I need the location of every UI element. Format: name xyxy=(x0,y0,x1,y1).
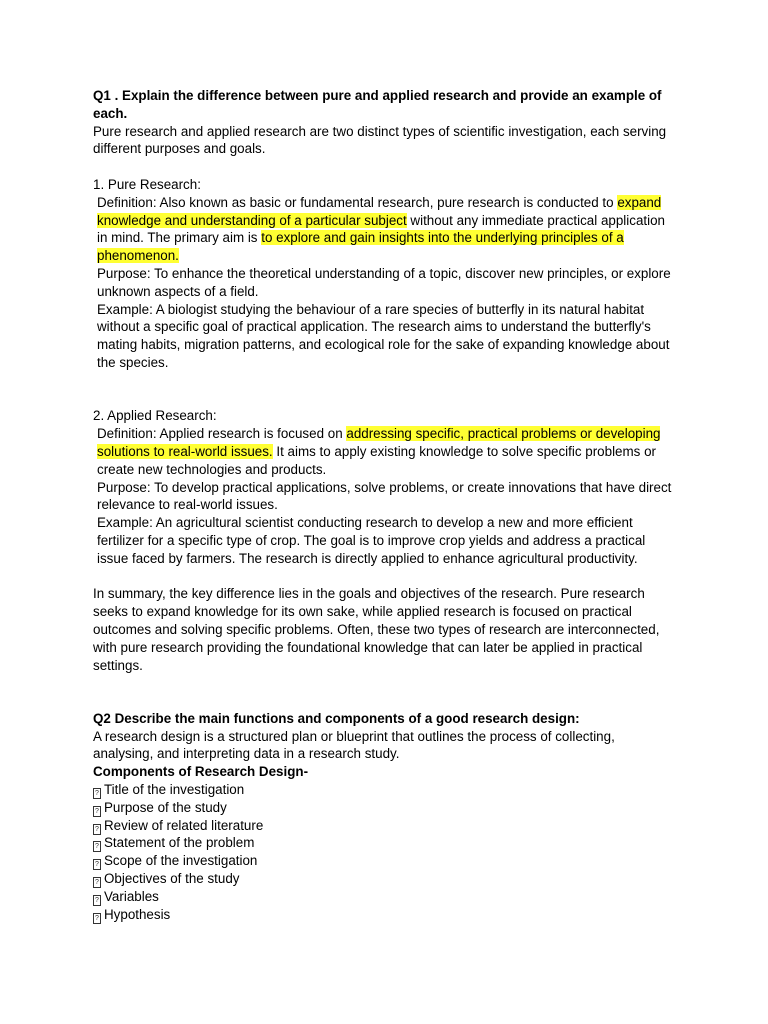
list-item xyxy=(93,834,678,852)
document-page xyxy=(93,87,678,923)
list-item-label: Scope of the investigation xyxy=(104,853,258,869)
list-item xyxy=(93,817,678,835)
list-item xyxy=(93,799,678,817)
list-item xyxy=(93,870,678,888)
list-item-label: Purpose of the study xyxy=(104,799,227,815)
spacer xyxy=(93,568,678,586)
missing-glyph-icon: ? xyxy=(93,895,101,906)
missing-glyph-icon: ? xyxy=(93,806,101,817)
applied-def-lead: Definition: Applied research is focused on xyxy=(97,426,343,442)
missing-glyph-icon: ? xyxy=(93,841,101,852)
missing-glyph-icon: ? xyxy=(93,859,101,870)
list-item-label: Title of the investigation xyxy=(104,782,245,798)
pure-research-purpose: Purpose: To enhance the theoretical understanding of a topic, discover new principles, or explore unknown aspects of a field. xyxy=(97,265,671,299)
applied-def-tail: It aims to apply existing knowledge to solve specific problems or create new technologies and products. xyxy=(97,443,656,477)
applied-research-purpose: Purpose: To develop practical applications, solve problems, or create innovations that have direct relevance to real-world issues. xyxy=(97,479,672,513)
spacer xyxy=(93,372,678,408)
list-item-label: Objectives of the study xyxy=(104,871,240,887)
components-list xyxy=(93,781,678,923)
pure-research-definition xyxy=(93,194,678,265)
q2-intro: A research design is a structured plan or blueprint that outlines the process of collecting, analysing, and interpreting data in a research study. xyxy=(93,728,615,762)
list-item xyxy=(93,888,678,906)
list-item xyxy=(93,852,678,870)
pure-research-example: Example: A biologist studying the behaviour of a rare species of butterfly in its natural habitat without a specific goal of practical application. The research aims to understand the butterfly's mating habits, migration patterns, and ecological role for the sake of expanding knowledge about the species. xyxy=(97,301,670,370)
components-heading: Components of Research Design- xyxy=(93,764,309,780)
pure-research-heading: 1. Pure Research: xyxy=(93,176,201,192)
pure-def-highlight-2: to explore and gain insights into the underlying principles of a phenomenon. xyxy=(97,230,624,264)
list-item-label: Statement of the problem xyxy=(104,835,255,851)
pure-def-lead: Definition: Also known as basic or fundamental research, pure research is conducted to xyxy=(97,194,614,210)
list-item xyxy=(93,906,678,924)
pure-def-highlight-1: expand knowledge and understanding of a particular subject xyxy=(97,194,662,228)
missing-glyph-icon: ? xyxy=(93,877,101,888)
missing-glyph-icon: ? xyxy=(93,788,101,799)
applied-def-highlight: addressing specific, practical problems or developing solutions to real-world issues. xyxy=(97,426,661,459)
missing-glyph-icon: ? xyxy=(93,824,101,835)
spacer xyxy=(93,158,678,176)
list-item-label: Hypothesis xyxy=(104,906,171,922)
q1-question: Q1 . Explain the difference between pure and applied research and provide an example of each. xyxy=(93,88,662,121)
list-item xyxy=(93,781,678,799)
list-item-label: Review of related literature xyxy=(104,817,264,833)
applied-research-heading: 2. Applied Research: xyxy=(93,408,217,424)
applied-research-definition xyxy=(93,425,678,478)
applied-research-example: Example: An agricultural scientist conducting research to develop a new and more efficient fertilizer for a specific type of crop. The goal is to improve crop yields and address a practical issue faced by farmers. The research is directly applied to enhance agricultural productivity. xyxy=(97,515,646,566)
pure-def-mid: without any immediate practical application in mind. The primary aim is xyxy=(97,212,665,246)
q2-question: Q2 Describe the main functions and components of a good research design: xyxy=(93,710,580,726)
summary-paragraph: In summary, the key difference lies in the goals and objectives of the research. Pure research seeks to expand knowledge for its own sake, while applied research is focused on practical outcomes and solving specific problems. Often, these two types of research are interconnected, with pure research providing the foundational knowledge that can later be applied in practical settings. xyxy=(93,586,660,673)
spacer xyxy=(93,674,678,710)
list-item-label: Variables xyxy=(104,888,159,904)
missing-glyph-icon: ? xyxy=(93,913,101,924)
q1-intro: Pure research and applied research are two distinct types of scientific investigation, each serving different purposes and goals. xyxy=(93,123,667,157)
